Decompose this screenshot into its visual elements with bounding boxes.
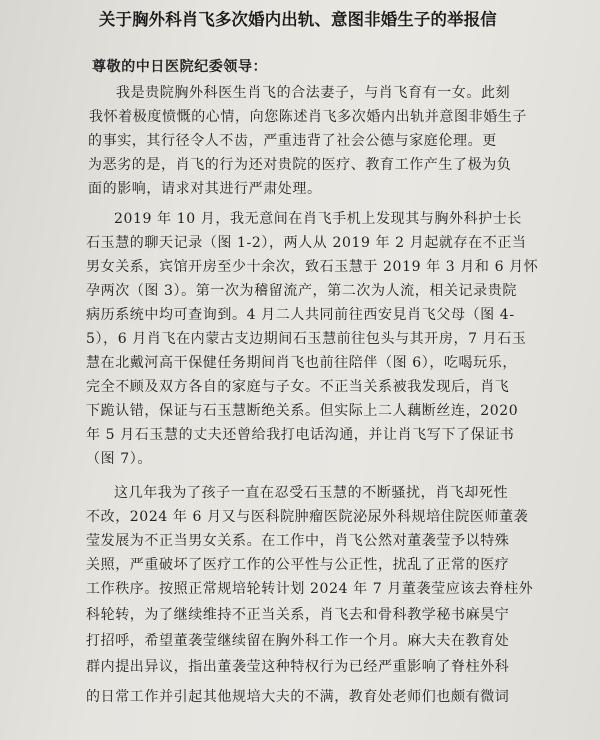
salutation: 尊敬的中日医院纪委领导： (92, 59, 268, 75)
body-line: 完全不顾及双方各自的家庭与子女。不正当关系被我发现后，肖飞 (86, 379, 510, 395)
body-line: 2019 年 10 月，我无意间在肖飞手机上发现其与胸外科护士长 (114, 211, 522, 227)
body-line: 面的影响，请求对其进行严肃处理。 (88, 181, 322, 197)
body-line: 为恶劣的是，肖飞的行为还对贵院的医疗、教育工作产生了极为负 (88, 157, 512, 173)
body-line: 的日常工作并引起其他规培大夫的不满，教育处老师们也颇有微词 (86, 689, 510, 705)
body-line: 下跪认错，保证与石玉慧断绝关系。但实际上二人藕断丝连，2020 (86, 403, 519, 419)
body-line: 慧在北戴河高干保健任务期间肖飞也前往陪伴（图 6），吃喝玩乐， (86, 355, 517, 371)
body-line: 工作秩序。按照正常规培轮转计划 2024 年 7 月董袭莹应该去脊柱外 (86, 581, 534, 597)
body-line: 科轮转，为了继续维持不正当关系，肖飞去和骨科教学秘书麻昊宁 (86, 607, 510, 623)
body-line: 年 5 月石玉慧的丈夫还曾给我打电话沟通，并让肖飞写下了保证书 (86, 427, 515, 443)
body-line: 石玉慧的聊天记录（图 1-2），两人从 2019 年 2 月起就存在不正当 (86, 235, 527, 251)
body-line: 的事实，其行径令人不齿，严重违背了社会公德与家庭伦理。更 (88, 133, 497, 149)
body-line: 这几年我为了孩子一直在忍受石玉慧的不断骚扰，肖飞却死性 (114, 485, 509, 501)
body-line: 我是贵院胸外科医生肖飞的合法妻子，与肖飞育有一女。此刻 (116, 85, 511, 101)
body-line: 打招呼，希望董袭莹继续留在胸外科工作一个月。麻大夫在教育处 (86, 633, 510, 649)
body-line: （图 7）。 (86, 451, 152, 467)
body-line: 我怀着极度愤慨的心情，向您陈述肖飞多次婚内出轨并意图非婚生子 (89, 109, 527, 125)
body-line: 不改，2024 年 6 月又与医科院肿瘤医院泌尿外科规培住院医师董袭 (86, 509, 529, 525)
letter-title: 关于胸外科肖飞多次婚内出轨、意图非婚生子的举报信 (98, 10, 497, 29)
body-line: 孕两次（图 3）。第一次为稽留流产，第二次为人流，相关记录贵院 (86, 283, 517, 299)
body-line: 男女关系，宾馆开房至少十余次，致石玉慧于 2019 年 3 月和 6 月怀 (86, 259, 539, 275)
body-line: 群内提出异议，指出董袭莹这种特权行为已经严重影响了脊柱外科 (86, 659, 510, 675)
body-line: 关照，严重破坏了医疗工作的公平性与公正性，扰乱了正常的医疗 (86, 557, 510, 573)
body-line: 莹发展为不正当男女关系。在工作中，肖飞公然对董袭莹予以特殊 (86, 533, 510, 549)
body-line: 5），6 月肖飞在内蒙古支边期间石玉慧前往包头与其开房，7 月石玉 (86, 331, 527, 347)
body-line: 病历系统中均可查询到。4 月二人共同前往西安見肖飞父母（图 4- (86, 307, 515, 323)
